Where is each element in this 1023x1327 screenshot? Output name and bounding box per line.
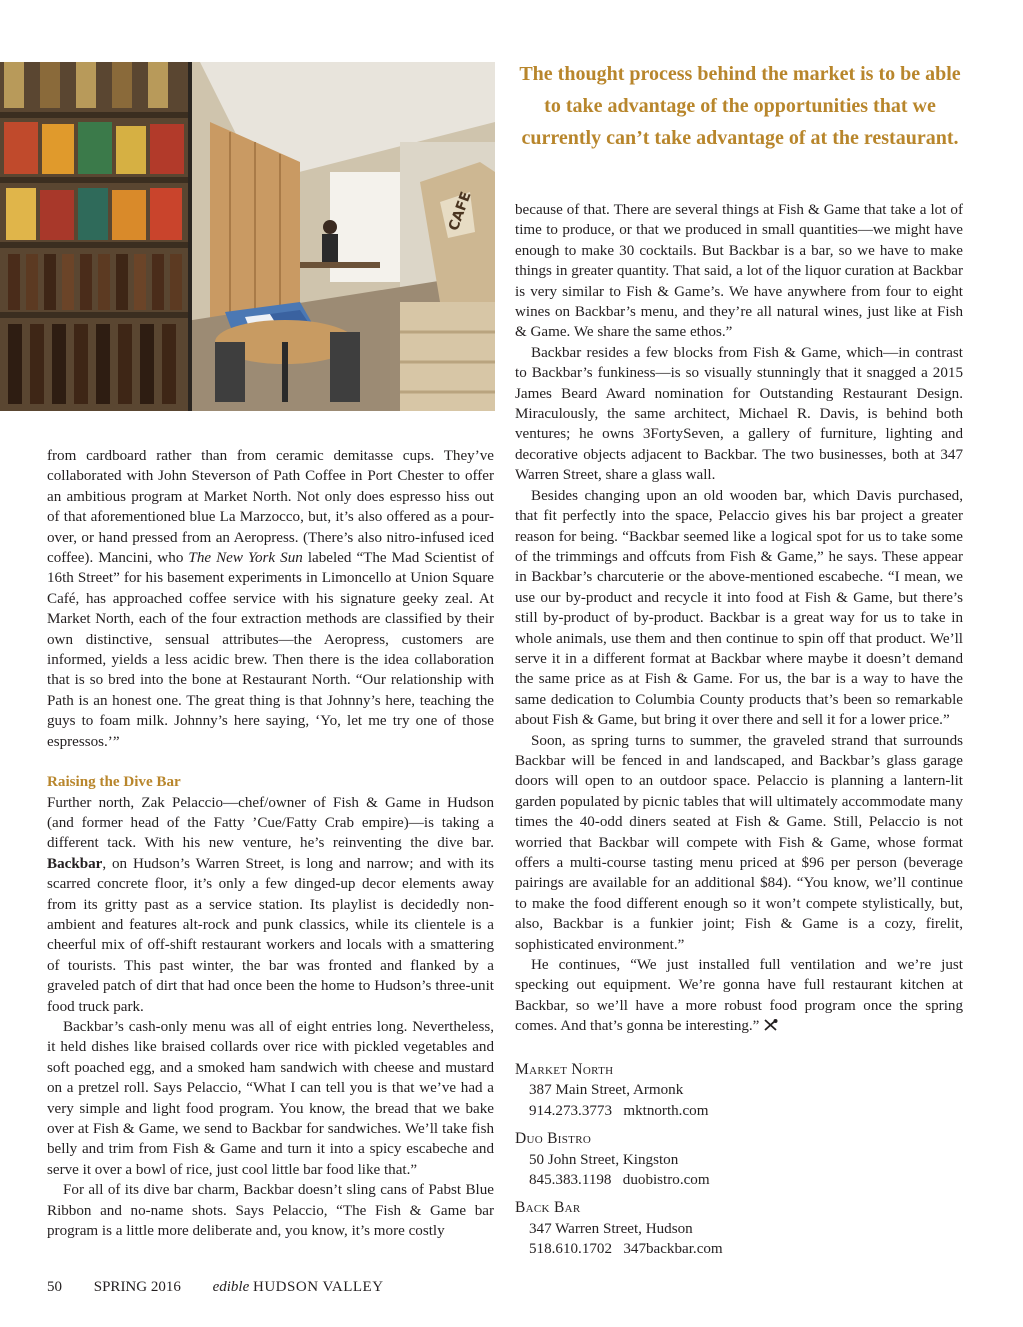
magazine-name: HUDSON VALLEY (253, 1279, 384, 1295)
listing-address: 347 Warren Street, Hudson (529, 1220, 693, 1237)
listing-contact: 914.273.3773 mktnorth.com (529, 1102, 709, 1119)
paragraph: Backbar’s cash-only menu was all of eight entries long. Nevertheless, it held dishes like braised collards over rice with pickled vegetables and soft poached egg, and a smoked ham sandwich with cheese and mustard on a pretzel roll. Says Pelaccio, “What I can tell you is that we’ve had a very simple and light food program. You know, the bread that we bake over at Fish & Game, we send to Backbar for sandwiches. We’ll take fish belly and trim from Fish & Game and turn it into a spicy escabeche and serve it over a bowl of rice, just cool little bar food like that.” (47, 1018, 494, 1178)
listing-website[interactable]: 347backbar.com (623, 1241, 723, 1258)
listing-duo-bistro (515, 1129, 955, 1190)
end-mark-utensils-icon (763, 1019, 779, 1031)
magazine-name-italic: edible (212, 1279, 254, 1295)
page-number: 50 (47, 1279, 62, 1295)
pull-quote: The thought process behind the market is to be able to take advantage of the opportunities that we currently can’t take advantage of at the restaurant. (519, 63, 961, 149)
paragraph: Further north, Zak Pelaccio—chef/owner of Fish & Game in Hudson (and former head of the Fatty ’Cue/Fatty Crab empire)—is taking a different tack. With his new venture, he’s reinventing the dive bar. Backbar, on Hudson’s Warren Street, is long and narrow; and with its scarred concrete floor, it’s only a few dinged-up decor elements away from its gritty past as a service station. Its playlist is decidedly non-ambient and features alt-rock and punk classics, while its clientele is a cheerful mix of off-shift restaurant workers and locals with a smattering of tourists. This past winter, the bar was fronted and flanked by a graveled patch of dirt that had once been the home to Hudson’s three-unit food truck park. (47, 794, 494, 1015)
market-interior-photo (0, 62, 495, 411)
listing-address: 50 John Street, Kingston (529, 1151, 679, 1168)
article-left-column (47, 446, 494, 1241)
listing-market-north (515, 1060, 955, 1121)
paragraph: For all of its dive bar charm, Backbar doesn’t sling cans of Pabst Blue Ribbon and no-name shots. Says Pelaccio, “The Fish & Game bar program is a little more deliberate and, you know, it’s more costly (47, 1182, 494, 1240)
paragraph: from cardboard rather than from ceramic demitasse cups. They’ve collaborated with John Steverson of Path Coffee in Port Chester to offer an ambitious program at Market North. Not only does espresso hiss out of that aforementioned blue La Marzocco, but, it’s also offered as a pour-over, or hand pressed from an Aeropress. (There’s also nitro-infused iced coffee). Mancini, who The New York Sun labeled “The Mad Scientist of 16th Street” for his basement experiments in Limoncello at Union Square Café, has approached coffee service with his signature geeky zeal. At Market North, each of the four extraction methods are classified by their own distinctive, sensual attributes—the Aeropress, customers are informed, yields a less acidic brew. Then there is the idea collaboration that is so bred into the bone at Restaurant North. “Our relationship with Path is an honest one. The great thing is that Johnny’s here, teaching the guys to foam milk. Johnny’s here saying, ‘Yo, let me try one of those espressos.’” (47, 448, 494, 750)
page-folio (47, 1279, 384, 1296)
venue-listings (515, 1060, 955, 1268)
venue-name-bold: Backbar (47, 855, 103, 872)
paragraph: Soon, as spring turns to summer, the graveled strand that surrounds Backbar will be fenced in and landscaped, and Backbar’s glass garage doors will open to an outdoor space. Pelaccio is planning a lantern-lit garden populated by picnic tables that will ultimately accommodate many times the 40-odd diners seated at Fish & Game. Still, Pelaccio is not worried that Backbar will compete with Fish & Game, whose format offers a multi-course tasting menu priced at $96 per person (beverage pairings are available for an additional $84). “You know, we’ll continue to make the food different enough so it won’t compete stylistically, but, also, Backbar is a funkier joint; Fish & Game is a cozy, firelit, sophisticated environment.” (515, 732, 963, 953)
listing-name: Back Bar (515, 1199, 581, 1217)
listing-back-bar (515, 1198, 955, 1259)
section-subhead: Raising the Dive Bar (47, 774, 181, 791)
listing-name: Market North (515, 1061, 614, 1078)
publication-title: The New York Sun (188, 550, 303, 567)
listing-name: Duo Bistro (515, 1130, 592, 1148)
listing-contact: 845.383.1198 duobistro.com (529, 1172, 710, 1189)
paragraph: because of that. There are several things at Fish & Game that take a lot of time to produce, or that we produced in small quantities—we might have enough to make 30 cocktails. But Backbar is a bar, so we have to make things in greater quantity. That said, a lot of the liquor curation at Backbar is very similar to Fish & Game’s. We have anywhere from four to eight wines on Backbar’s menu, and they’re all natural wines, just like at Fish & Game. We share the same ethos.” (515, 202, 963, 341)
listing-website[interactable]: duobistro.com (622, 1172, 710, 1189)
cafe-sack-text: CAFE (445, 189, 475, 233)
listing-address: 387 Main Street, Armonk (529, 1082, 684, 1099)
article-right-column (515, 200, 963, 1037)
paragraph: He continues, “We just installed full ventilation and we’re just specking out equipment. We’re gonna have full restaurant kitchen at Backbar, so we’ll have a more robust food program once the spring comes. And that’s gonna be interesting.” (515, 957, 963, 1035)
paragraph: Backbar resides a few blocks from Fish & Game, which—in contrast to Backbar’s funkiness—is so visually stunningly that it snagged a 2015 James Beard Award nomination for Outstanding Restaurant Design. Miraculously, the same architect, Michael R. Davis, is behind both ventures; he owns 3FortySeven, a gallery of furniture, lighting and decorative objects adjacent to Backbar. The two businesses, both at 347 Warren Street, share a glass wall. (515, 344, 963, 484)
issue-label: SPRING 2016 (93, 1279, 181, 1295)
paragraph: Besides changing upon an old wooden bar, which Davis purchased, that fit perfectly into the space, Pelaccio gives his bar project a greater reason for being. “Backbar seemed like a logical spot for us to take some of the trimmings and offcuts from Fish & Game,” he says. These appear in Backbar’s charcuterie or the above-mentioned escabeche. “I mean, we use our by-product and recycle it into food at Fish & Game, but there’s still by-product of by-product. Backbar is a great way for us to take in whole animals, use them and then continue to spin off that product. We’ll serve it in a different format at Backbar where maybe it doesn’t demand the same price as at Fish & Game. For us, the bar is a way to have the same dedication to Columbia County products that’s been so remarkable about Fish & Game, but bring it over there and sell it for a lower price.” (515, 487, 963, 729)
listing-website[interactable]: mktnorth.com (623, 1102, 709, 1119)
listing-contact: 518.610.1702 347backbar.com (529, 1241, 723, 1258)
